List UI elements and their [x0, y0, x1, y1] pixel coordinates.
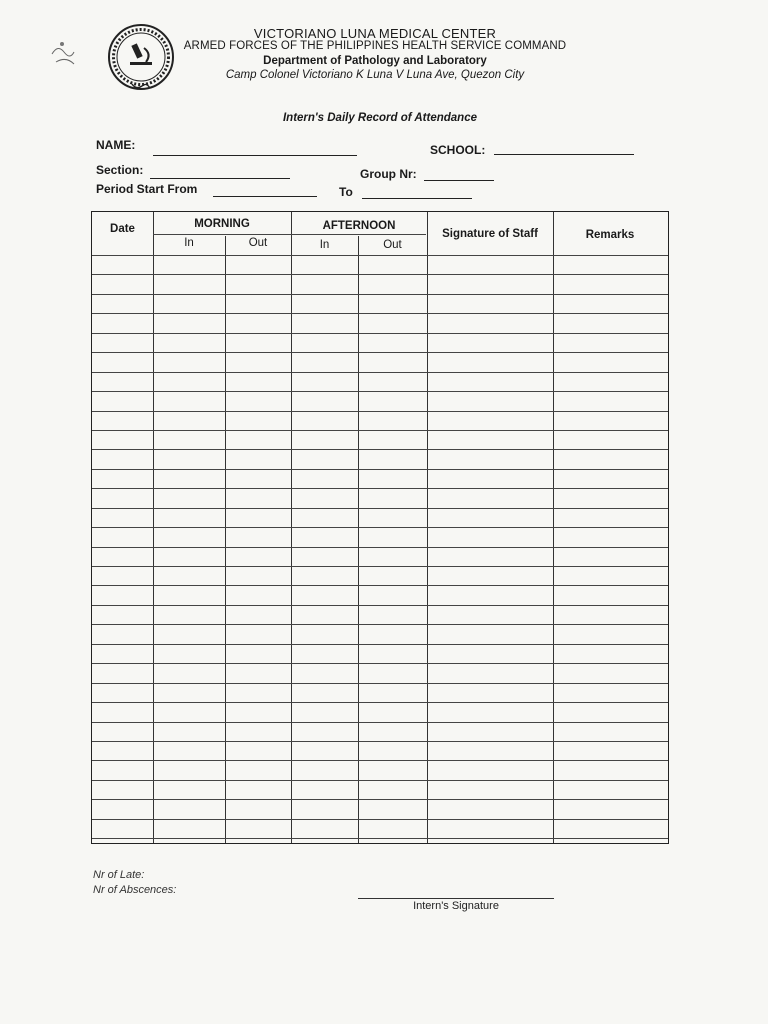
table-row-line	[92, 411, 668, 412]
subheader-divider	[153, 234, 426, 235]
hospital-seal-icon	[104, 22, 178, 96]
address: Camp Colonel Victoriano K Luna V Luna Ave, Quezon City	[225, 69, 525, 81]
col-line-morning-mid	[225, 236, 226, 843]
col-header-morning-in: In	[184, 237, 194, 249]
period-to-line[interactable]	[362, 198, 472, 199]
col-header-remarks: Remarks	[585, 229, 635, 241]
col-header-date: Date	[110, 223, 135, 235]
col-header-morning: MORNING	[194, 218, 250, 230]
attendance-table	[91, 211, 669, 844]
table-row-line	[92, 644, 668, 645]
table-row-line	[92, 449, 668, 450]
group-field-line[interactable]	[424, 180, 494, 181]
table-row-line	[92, 294, 668, 295]
school-field-label: SCHOOL:	[430, 143, 486, 157]
name-field-line[interactable]	[153, 155, 357, 156]
table-row-line	[92, 799, 668, 800]
table-row-line	[92, 585, 668, 586]
table-row-line	[92, 391, 668, 392]
department-name: Department of Pathology and Laboratory	[263, 55, 487, 67]
col-header-afternoon: AFTERNOON	[322, 220, 396, 232]
table-row-line	[92, 274, 668, 275]
name-field-label: NAME:	[96, 138, 136, 152]
table-row-line	[92, 702, 668, 703]
institution-name: VICTORIANO LUNA MEDICAL CENTER	[253, 26, 497, 41]
table-row-line	[92, 372, 668, 373]
table-row-line	[92, 838, 668, 839]
header-bottom-line	[92, 255, 668, 256]
period-to-label: To	[339, 185, 353, 199]
table-row-line	[92, 469, 668, 470]
intern-signature-label: Intern's Signature	[413, 900, 499, 912]
command-name: ARMED FORCES OF THE PHILIPPINES HEALTH SERVICE COMMAND	[183, 40, 567, 52]
table-row-line	[92, 780, 668, 781]
intern-signature-line[interactable]	[358, 898, 554, 899]
handwritten-mark	[48, 32, 108, 72]
absences-count-label: Nr of Abscences:	[93, 884, 177, 896]
period-start-line[interactable]	[213, 196, 317, 197]
table-row-line	[92, 547, 668, 548]
col-header-signature: Signature of Staff	[442, 228, 538, 240]
table-row-line	[92, 819, 668, 820]
table-row-line	[92, 527, 668, 528]
table-row-line	[92, 760, 668, 761]
table-row-line	[92, 683, 668, 684]
late-count-label: Nr of Late:	[93, 869, 145, 881]
section-field-line[interactable]	[150, 178, 290, 179]
section-field-label: Section:	[96, 163, 144, 177]
col-header-afternoon-out: Out	[383, 239, 402, 251]
table-row-line	[92, 488, 668, 489]
col-header-morning-out: Out	[248, 237, 268, 249]
table-row-line	[92, 741, 668, 742]
table-row-line	[92, 605, 668, 606]
group-field-label: Group Nr:	[360, 167, 417, 181]
school-field-line[interactable]	[494, 154, 634, 155]
table-row-line	[92, 430, 668, 431]
table-row-line	[92, 508, 668, 509]
col-line-afternoon-mid	[358, 236, 359, 843]
table-row-line	[92, 663, 668, 664]
col-header-afternoon-in: In	[319, 239, 330, 251]
form-title: Intern's Daily Record of Attendance	[282, 112, 477, 124]
table-row-line	[92, 566, 668, 567]
period-start-label: Period Start From	[96, 182, 198, 196]
table-row-line	[92, 313, 668, 314]
table-row-line	[92, 722, 668, 723]
table-row-line	[92, 352, 668, 353]
table-row-line	[92, 624, 668, 625]
table-row-line	[92, 333, 668, 334]
